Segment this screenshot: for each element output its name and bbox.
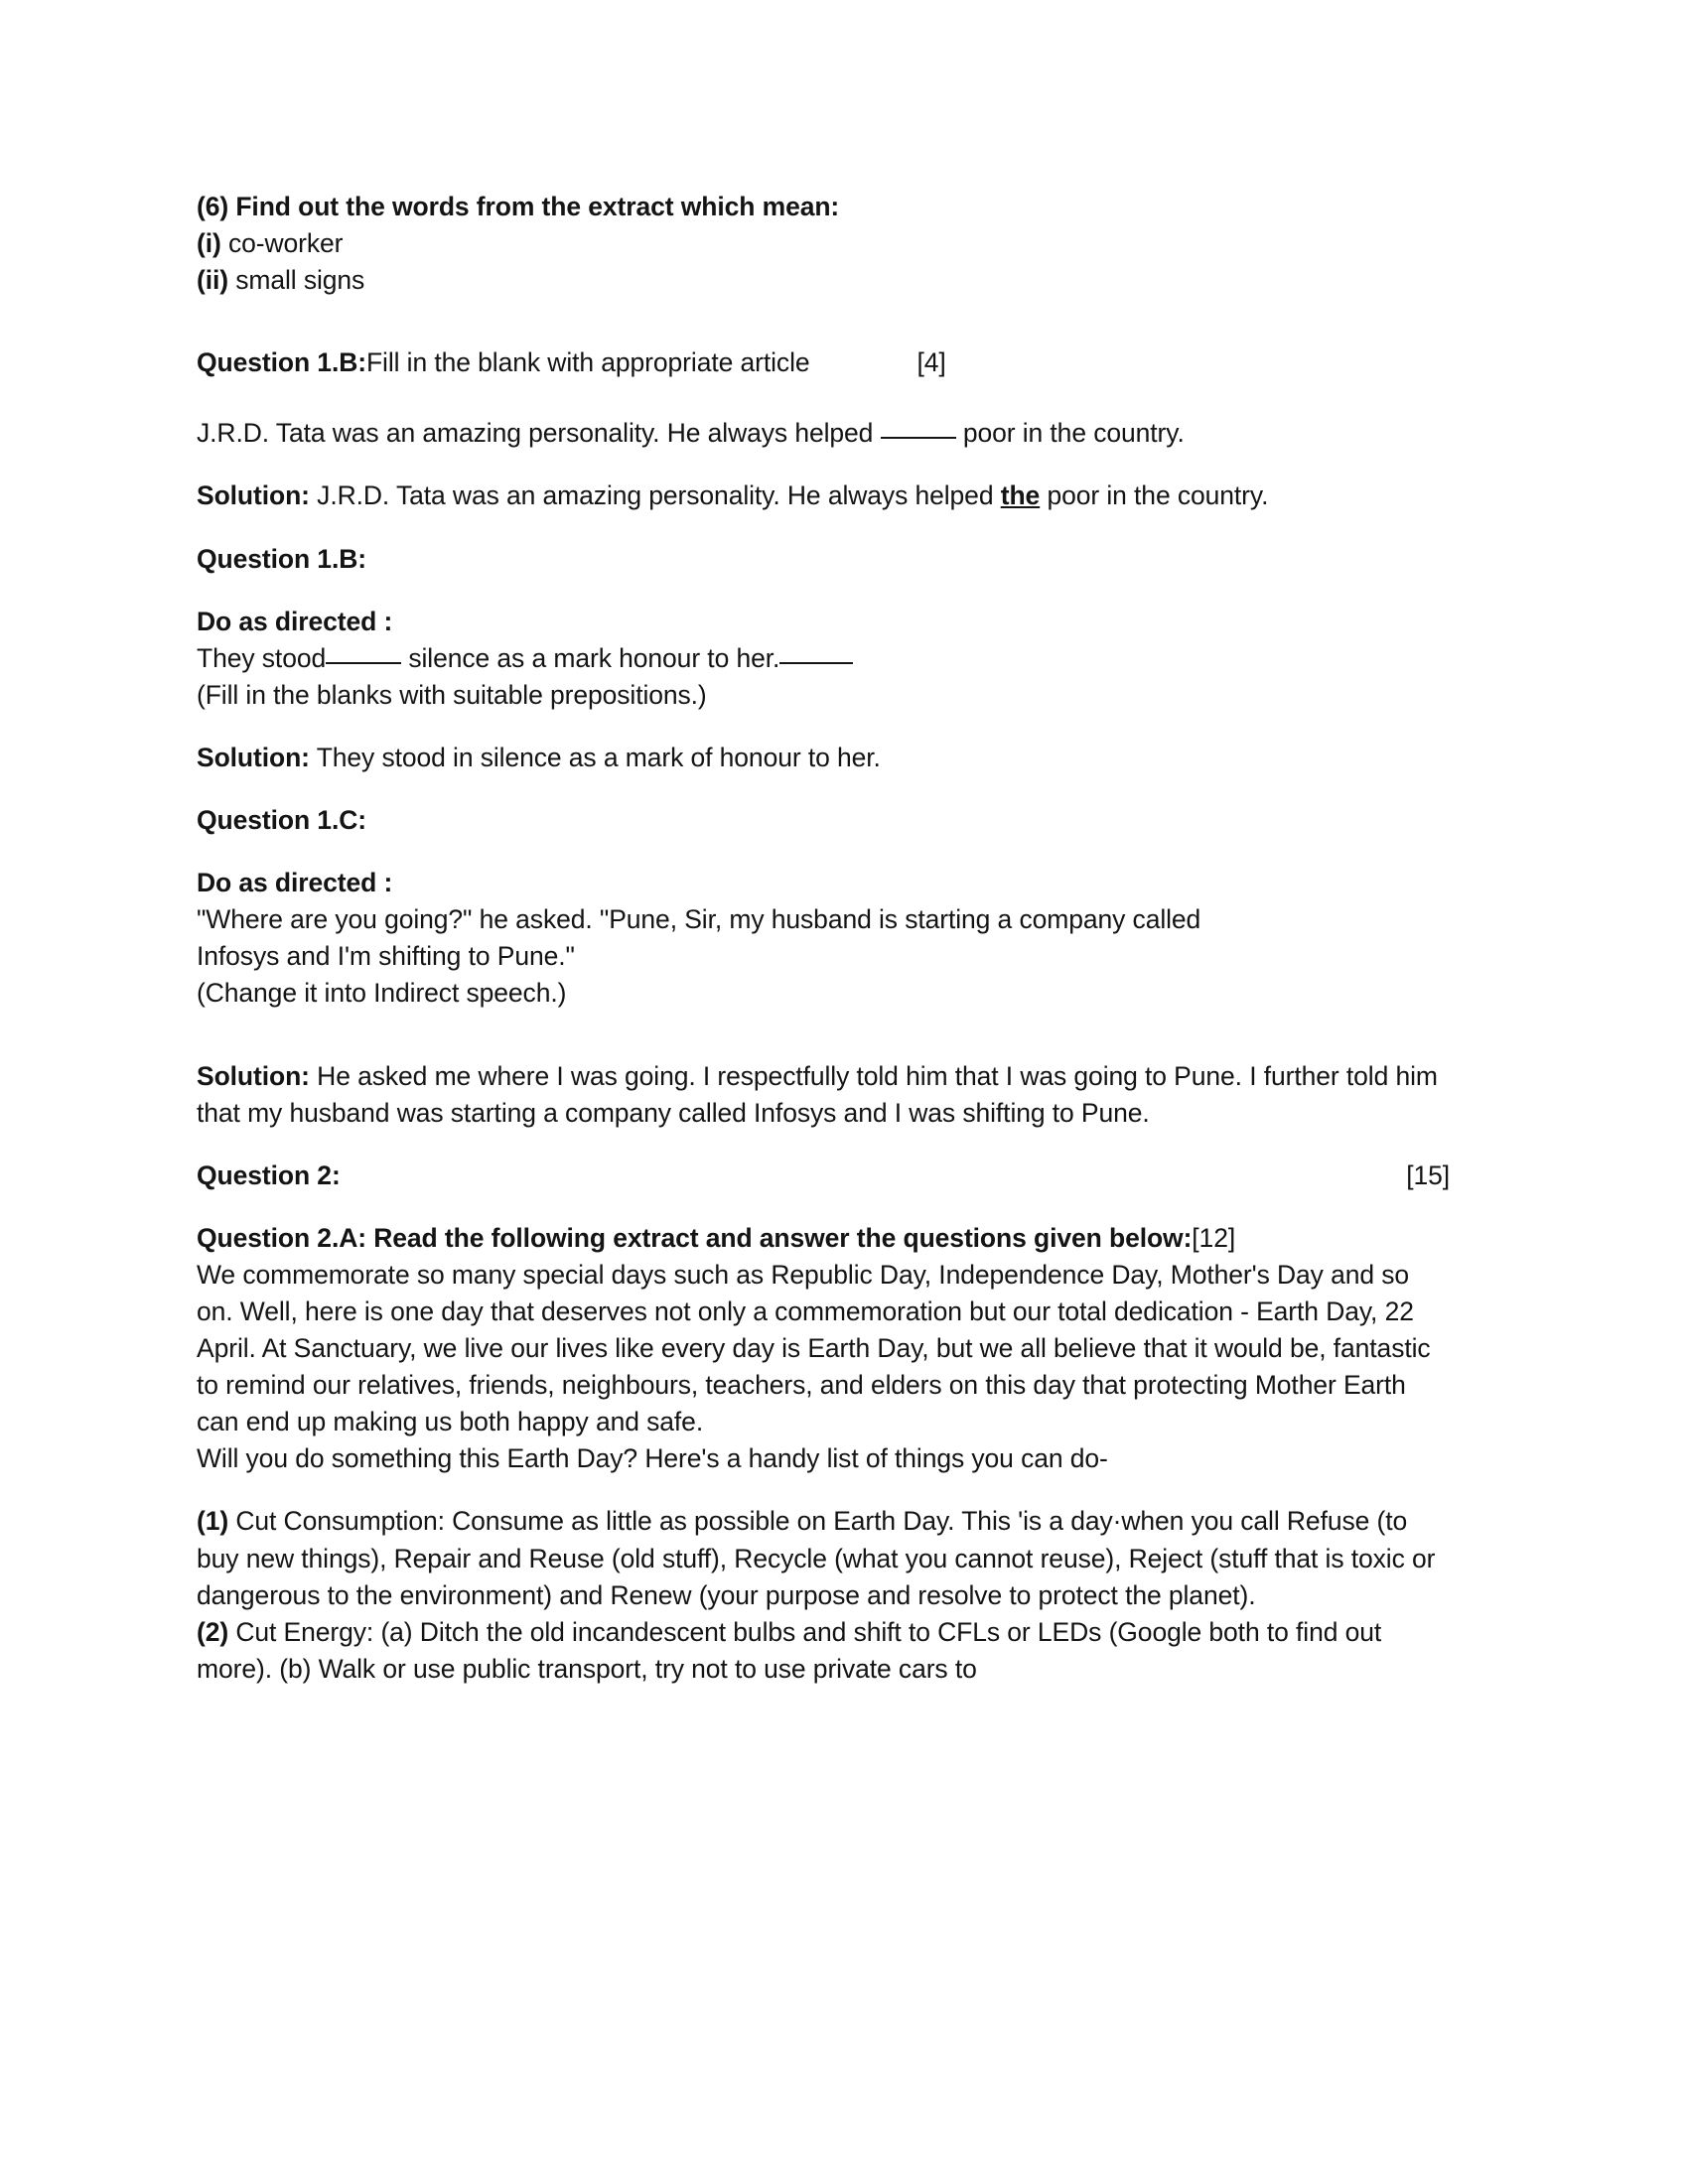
q1a-item6-option-i	[197, 225, 1445, 262]
q1c-solution-text: He asked me where I was going. I respectfully told him that I was going to Pune. I further told him that my husband was starting a company called Infosys and I was shifting to Pune.	[197, 1060, 1438, 1128]
q1b-prep-solution	[197, 740, 1445, 776]
document-body	[197, 189, 1450, 1688]
q1b-prep-label-text: Question 1.B:	[197, 543, 366, 574]
q1b-article-question-after: poor in the country.	[955, 418, 1185, 449]
q1b-article-label: Question 1.B:	[197, 347, 366, 378]
q1b-article-solution-before: J.R.D. Tata was an amazing personality. He always helped	[309, 480, 1001, 511]
q2a-marks: [12]	[1192, 1222, 1236, 1253]
answer-blank[interactable]	[326, 662, 401, 664]
q1b-article-marks: [4]	[916, 347, 946, 378]
q1b-prep-sentence-part1: They stood	[197, 642, 327, 673]
q1a-item6-option-i-marker: (i)	[197, 228, 221, 259]
spacer	[197, 839, 1445, 865]
spacer	[197, 381, 1445, 415]
q1b-article-prompt: Fill in the blank with appropriate article	[365, 347, 810, 378]
q2a-extract-last-line-text: Will you do something this Earth Day? Here's a handy list of things you can do-	[197, 1443, 1108, 1474]
q1c-quote-line-1	[197, 901, 1445, 938]
q1a-item6-heading-text: (6) Find out the words from the extract which mean:	[197, 192, 840, 221]
spacer	[197, 1013, 1445, 1058]
q1b-prep-directive-text: Do as directed :	[197, 606, 393, 636]
q2a-extract-paragraph	[197, 1257, 1445, 1440]
q1c-label	[197, 802, 1445, 839]
spacer	[197, 1477, 1445, 1503]
q1b-prep-label	[197, 541, 1445, 578]
q2a-list-item-1-text: Cut Consumption: Consume as little as possible on Earth Day. This 'is a day·when you call Refuse (to buy new things), Repair and Reuse (old stuff), Recycle (what you cannot reuse), Reject (stuff that is toxic or dangerous to the environment) and Renew (your purpose and resolve to protect the planet).	[197, 1506, 1436, 1610]
q1c-quote-line-2	[197, 938, 1445, 975]
q1a-item6-option-ii	[197, 262, 1445, 299]
q1a-item6-option-ii-text: small signs	[227, 265, 365, 296]
q2-label: Question 2:	[197, 1160, 341, 1190]
q1c-instruction-text: (Change it into Indirect speech.)	[197, 978, 567, 1009]
q1b-article-question	[197, 415, 1445, 452]
q1c-quote-line-2-text: Infosys and I'm shifting to Pune."	[197, 941, 575, 972]
q1b-article-solution-after: poor in the country.	[1040, 480, 1269, 511]
answer-blank[interactable]	[779, 662, 853, 664]
spacer	[197, 299, 1445, 344]
q2a-extract-last-line	[197, 1440, 1445, 1477]
q1a-item6-heading	[197, 189, 1445, 225]
q1a-item6-option-ii-marker: (ii)	[197, 265, 228, 296]
q1c-solution-label: Solution:	[197, 1060, 310, 1091]
q1c-solution	[197, 1058, 1445, 1132]
q2a-list-item-2-text: Cut Energy: (a) Ditch the old incandescent bulbs and shift to CFLs or LEDs (Google both to find out more). (b) Walk or use public transport, try not to use private cars to	[197, 1616, 1382, 1684]
q2-marks: [15]	[1406, 1160, 1450, 1190]
q1b-prep-solution-label: Solution:	[197, 742, 310, 772]
spacer	[197, 1132, 1445, 1158]
q2-heading	[197, 1158, 1450, 1194]
q1b-article-solution	[197, 478, 1445, 514]
answer-blank[interactable]	[881, 437, 956, 439]
q2a-extract-paragraph-text: We commemorate so many special days such as Republic Day, Independence Day, Mother's Day and so on. Well, here is one day that deserves not only a commemoration but our total dedication - Earth Day, 22 April. At Sanctuary, we live our lives like every day is Earth Day, but we all believe that it would be, fantastic to remind our relatives, friends, neighbours, teachers, and elders on this day that protecting Mother Earth can end up making us both happy and safe.	[197, 1259, 1431, 1437]
q1b-prep-sentence	[197, 640, 1445, 677]
q1b-article-question-before: J.R.D. Tata was an amazing personality. He always helped	[197, 418, 881, 449]
q1b-prep-solution-text: They stood in silence as a mark of honour to her.	[309, 742, 881, 772]
q1b-article-heading	[197, 344, 1445, 381]
q2a-list-item-1	[197, 1503, 1445, 1613]
q1b-article-solution-label: Solution:	[197, 480, 310, 511]
spacer	[197, 515, 1445, 541]
spacer	[197, 776, 1445, 802]
q1b-prep-sentence-part2: silence as a mark honour to her.	[401, 642, 780, 673]
q2a-list-item-2	[197, 1614, 1445, 1688]
spacer	[197, 1194, 1445, 1220]
q1c-directive-text: Do as directed :	[197, 868, 393, 898]
q2a-heading-text: Question 2.A: Read the following extract and answer the questions given below:	[197, 1222, 1193, 1253]
q1b-prep-instruction-text: (Fill in the blanks with suitable prepositions.)	[197, 679, 707, 710]
q1c-quote-line-1-text: "Where are you going?" he asked. "Pune, Sir, my husband is starting a company called	[197, 904, 1201, 935]
q2a-list-item-2-marker: (2)	[197, 1616, 229, 1647]
q1c-instruction	[197, 975, 1445, 1012]
q1c-directive	[197, 865, 1445, 901]
spacer	[197, 714, 1445, 740]
q1b-prep-directive	[197, 604, 1445, 640]
spacer	[197, 452, 1445, 478]
q1b-prep-instruction	[197, 677, 1445, 714]
spacer	[197, 578, 1445, 604]
q1a-item6-option-i-text: co-worker	[220, 228, 344, 259]
q1b-article-solution-answer: the	[1000, 480, 1041, 511]
q1c-label-text: Question 1.C:	[197, 805, 366, 836]
q2a-list-item-1-marker: (1)	[197, 1506, 229, 1537]
q2a-heading	[197, 1220, 1445, 1257]
